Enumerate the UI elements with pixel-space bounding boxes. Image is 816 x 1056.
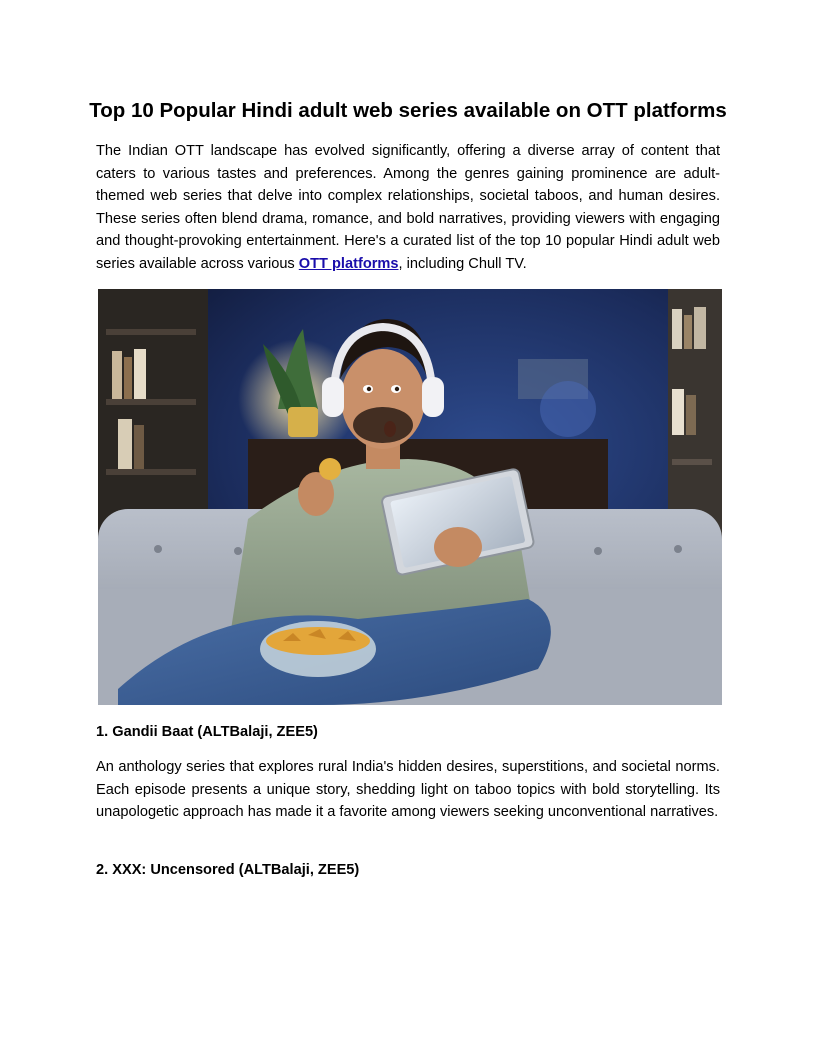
ott-platforms-link[interactable]: OTT platforms xyxy=(298,255,399,272)
page-title: Top 10 Popular Hindi adult web series available on OTT platforms xyxy=(89,99,727,122)
section-heading-2: 2. XXX: Uncensored (ALTBalaji, ZEE5) xyxy=(96,862,360,878)
intro-paragraph xyxy=(96,140,720,276)
intro-text-end: , including Chull TV. xyxy=(398,255,527,272)
man-watching-tablet-photo xyxy=(98,289,722,705)
section-body-1: An anthology series that explores rural India's hidden desires, superstitions, and societal norms. Each episode presents a unique story, shedding light on taboo topics with bold storytelling. Its unapologetic approach has made it a favorite among viewers seeking unconventional narratives. xyxy=(96,759,720,821)
intro-text: The Indian OTT landscape has evolved significantly, offering a diverse array of content that caters to various tastes and preferences. Among the genres gaining prominence are adult-themed web series that delve into complex relationships, societal taboos, and human desires. These series often blend drama, romance, and bold narratives, providing viewers with engaging and thought-provoking entertainment. Here's a curated list of the top 10 popular Hindi adult web series available across various xyxy=(96,143,720,272)
section-heading-1: 1. Gandii Baat (ALTBalaji, ZEE5) xyxy=(96,724,318,740)
